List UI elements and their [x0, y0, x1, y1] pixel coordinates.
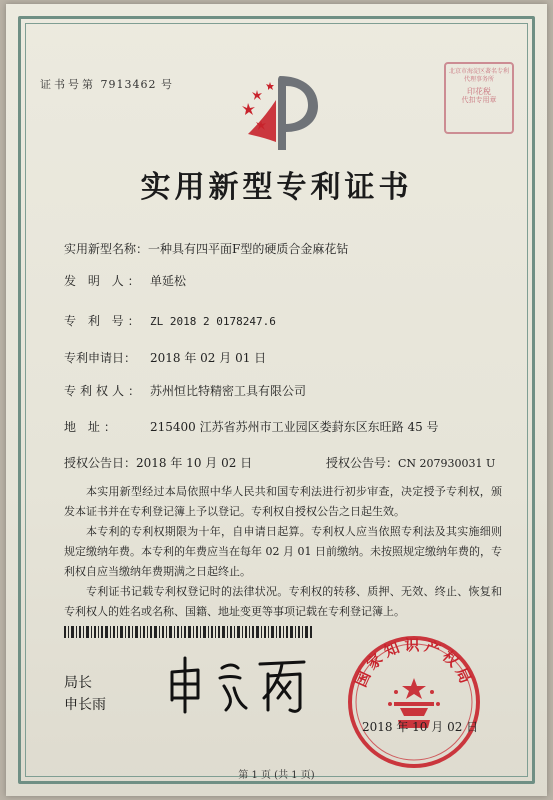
body-paragraph-3: 专利证书记载专利权登记时的法律状况。专利权的转移、质押、无效、终止、恢复和专利权人的姓名或名称、国籍、地址变更等事项记载在专利登记簿上。	[64, 585, 502, 618]
certificate-title: 实用新型专利证书	[140, 170, 413, 205]
certificate-page	[6, 4, 547, 796]
grant-number-row	[326, 454, 495, 471]
grant-date-row	[64, 454, 252, 471]
grant-date-value: 2018 年 10 月 02 日	[136, 456, 253, 470]
inventor-value: 单延松	[150, 274, 187, 288]
utility-name-label: 实用新型名称：	[64, 242, 149, 256]
utility-name-row	[64, 240, 348, 257]
seal-text: 国家知识产权局	[351, 636, 477, 690]
address-row	[64, 418, 439, 435]
body-paragraph-2: 本专利的专利权期限为十年，自申请日起算。专利权人应当依照专利法及其实施细则规定缴纳年费。本专利的年费应当在每年 02 月 01 日前缴纳。未按照规定缴纳年费的，专利权自应当缴纳年费期满之日起终止。	[64, 525, 502, 578]
patent-office-logo	[238, 72, 324, 154]
patent-number-row	[64, 312, 276, 329]
barcode	[64, 626, 314, 638]
filing-date-value: 2018 年 02 月 01 日	[150, 351, 267, 365]
tax-stamp-line1: 北京市海淀区著名专利	[448, 68, 509, 75]
grant-number-value: CN 207930031 U	[398, 457, 496, 470]
tax-stamp-line4: 代扣专用章	[461, 96, 497, 104]
patent-holder-row	[64, 382, 306, 399]
filing-date-label: 专利申请日：	[64, 351, 137, 365]
inventor-label: 发 明 人：	[64, 274, 144, 288]
utility-name-value: 一种具有四平面F型的硬质合金麻花钻	[148, 242, 349, 256]
tax-stamp-line3: 印花税	[467, 87, 491, 96]
inventor-row	[64, 272, 186, 289]
tax-stamp-line2: 代理事务所	[463, 76, 494, 83]
grant-date-label: 授权公告日：	[64, 456, 137, 470]
page-footer: 第 1 页 (共 1 页)	[238, 770, 315, 781]
patent-holder-label: 专利权人：	[64, 384, 145, 398]
patent-number-label: 专 利 号：	[64, 314, 144, 328]
patent-holder-value: 苏州恒比特精密工具有限公司	[150, 384, 307, 398]
certificate-body	[64, 482, 502, 622]
cert-number-value: 7913462	[100, 78, 157, 91]
seal-date: 2018 年 10 月 02 日	[362, 720, 479, 734]
body-paragraph-1: 本实用新型经过本局依照中华人民共和国专利法进行初步审查，决定授予专利权，颁发本证书并在专利登记簿上予以登记。专利权自授权公告之日起生效。	[64, 485, 502, 518]
tax-stamp	[444, 62, 514, 134]
grant-number-label: 授权公告号：	[326, 456, 399, 470]
address-value: 215400 江苏省苏州市工业园区娄葑东区东旺路 45 号	[150, 420, 439, 434]
svg-text:国家知识产权局	[352, 636, 476, 690]
cert-number-label: 证书号第	[40, 78, 96, 91]
patent-number-value: ZL 2018 2 0178247.6	[150, 315, 276, 328]
filing-date-row	[64, 349, 266, 366]
director-title: 局长	[64, 675, 92, 691]
cert-number-suffix: 号	[161, 78, 173, 91]
seal-text-ring	[344, 632, 484, 772]
certificate-number	[40, 76, 173, 92]
address-label: 地 址：	[64, 420, 120, 434]
director-signature	[164, 654, 314, 716]
director-name: 申长雨	[64, 697, 106, 713]
